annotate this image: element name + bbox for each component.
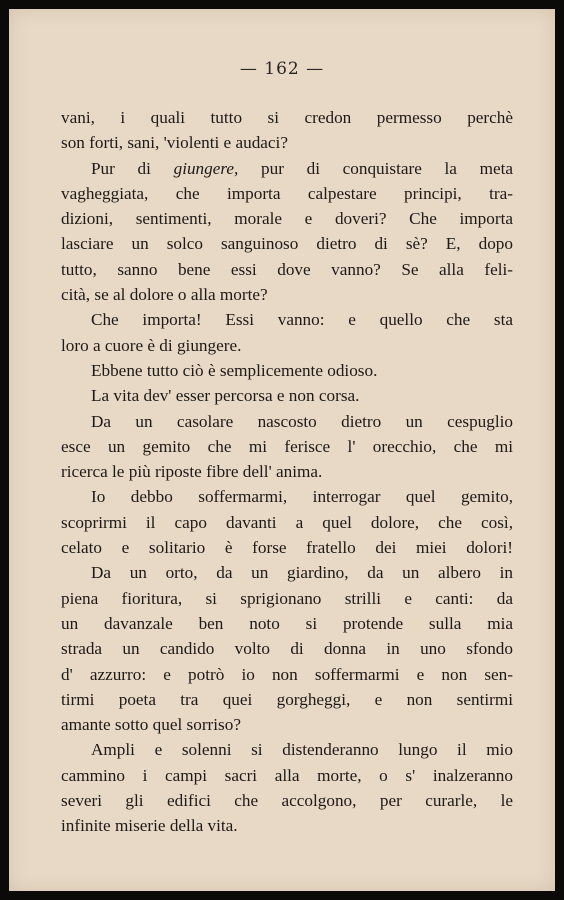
text-line: vagheggiata, che importa calpestare principi, tra- [61, 183, 513, 203]
text-line: severi gli edifici che accolgono, per curarle, le [61, 791, 513, 811]
text-line [61, 156, 513, 181]
text-line: infinite miserie della vita. [61, 816, 238, 836]
text-line: cità, se al dolore o alla morte? [61, 285, 268, 305]
text-line: celato e solitario è forse fratello dei miei dolori! [61, 538, 513, 558]
text-line: La vita dev' esser percorsa e non corsa. [91, 386, 360, 406]
text-line-segment: Pur di [91, 158, 174, 178]
text-line: esce un gemito che mi ferisce l' orecchio, che mi [61, 436, 513, 456]
text-line: Ampli e solenni si distenderanno lungo il mio [91, 740, 513, 760]
text-line: Da un orto, da un giardino, da un albero in [91, 563, 513, 583]
text-line: piena fioritura, si sprigionano strilli e canti: da [61, 588, 513, 608]
text-line: d' azzurro: e potrò io non soffermarmi e non sen- [61, 664, 513, 684]
text-line: tutto, sanno bene essi dove vanno? Se alla feli- [61, 259, 513, 279]
text-line-segment: pur di conquistare la meta [238, 158, 514, 178]
text-line: scoprirmi il capo davanti a quel dolore, che così, [61, 512, 513, 532]
text-line: strada un candido volto di donna in uno sfondo [61, 639, 513, 659]
text-line: tirmi poeta tra quei gorgheggi, e non sentirmi [61, 689, 513, 709]
text-line: ricerca le più riposte fibre dell' anima. [61, 462, 323, 482]
text-line: Che importa! Essi vanno: e quello che sta [91, 310, 513, 330]
text-line: son forti, sani, 'violenti e audaci? [61, 133, 288, 153]
text-line: Ebbene tutto ciò è semplicemente odioso. [91, 360, 378, 380]
text-line: dizioni, sentimenti, morale e doveri? Che importa [61, 209, 513, 229]
text-line: vani, i quali tutto si credon permesso perchè [61, 108, 513, 127]
text-line: Da un casolare nascosto dietro un cespuglio [91, 411, 513, 431]
text-line: Io debbo soffermarmi, interrogar quel gemito, [91, 487, 513, 507]
text-line: loro a cuore è di giungere. [61, 335, 242, 355]
text-line: lasciare un solco sanguinoso dietro di sè? E, dopo [61, 234, 513, 254]
page-number: — 162 — [239, 59, 325, 79]
italic-word: giungere, [173, 158, 239, 178]
text-line: cammino i campi sacri alla morte, o s' inalzeranno [61, 765, 513, 785]
text-line: amante sotto quel sorriso? [61, 715, 241, 735]
body-text [61, 105, 513, 839]
book-page [9, 9, 555, 891]
text-line: un davanzale ben noto si protende sulla mia [61, 613, 513, 633]
